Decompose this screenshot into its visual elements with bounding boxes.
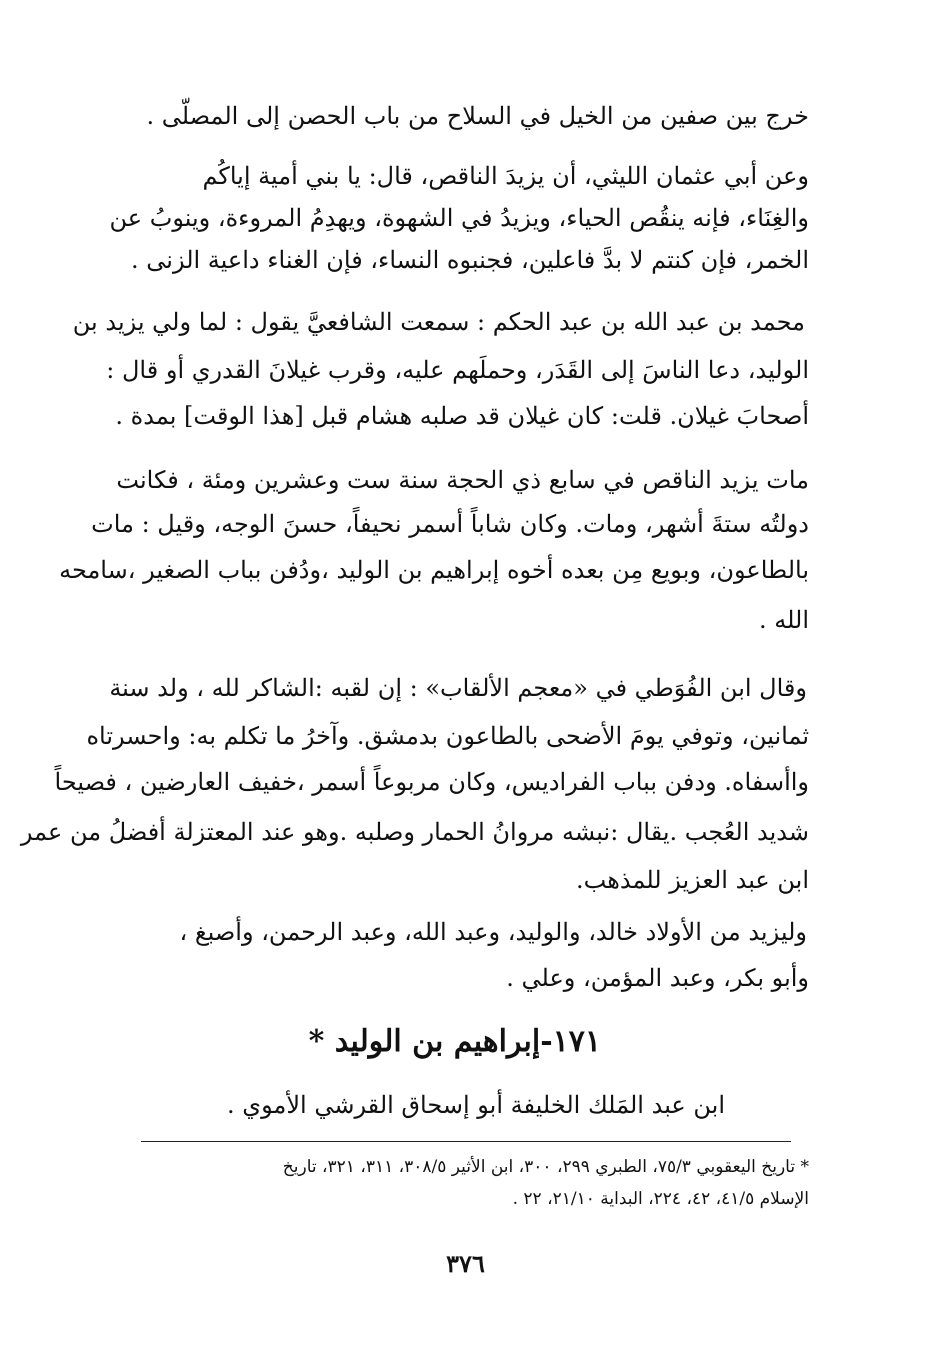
entry-name: إبراهيم بن الوليد <box>334 1024 541 1059</box>
text-line-4: الخمر، فإن كنتم لا بدَّ فاعلين، فجنبوه النساء، فإن الغناء داعية الزنى . <box>131 246 809 274</box>
entry-number: ١٧١- <box>540 1024 601 1059</box>
text-line-8: مات يزيد الناقص في سابع ذي الحجة سنة ست وعشرين ومئة ، فكانت <box>116 466 809 494</box>
text-line-17: وليزيد من الأولاد خالد، والوليد، وعبد الله، وعبد الرحمن، وأصبغ ، <box>179 918 807 946</box>
text-line-2: وعن أبي عثمان الليثي، أن يزيدَ الناقص، قال: يا بني أمية إياكُم <box>202 162 809 190</box>
text-line-18: وأبو بكر، وعبد المؤمن، وعلي . <box>506 964 809 992</box>
text-line-15: شديد العُجب .يقال :نبشه مروانُ الحمار وصلبه .وهو عند المعتزلة أفضلُ من عمر <box>20 818 809 846</box>
text-line-6: الوليد، دعا الناسَ إلى القَدَر، وحملَهم عليه، وقرب غيلانَ القدري أو قال : <box>106 356 809 384</box>
text-line-5: محمد بن عبد الله بن عبد الحكم : سمعت الشافعيَّ يقول : لما ولي يزيد بن <box>72 308 805 336</box>
entry-heading <box>309 1020 601 1064</box>
footnote-marker: * <box>308 1024 325 1059</box>
text-line-3: والغِنَاء، فإنه ينقُص الحياء، ويزيدُ في الشهوة، ويهدِمُ المروءة، وينوبُ عن <box>109 204 809 232</box>
text-line-11: الله . <box>758 606 809 634</box>
text-line-14: واأسفاه. ودفن بباب الفراديس، وكان مربوعاً أسمر ،خفيف العارضين ، فصيحاً <box>54 768 809 796</box>
footnote-divider <box>141 1141 791 1142</box>
text-line-12: وقال ابن الفُوَطي في «معجم الألقاب» : إن لقبه :الشاكر لله ، ولد سنة <box>109 674 807 702</box>
text-line-7: أصحابَ غيلان. قلت: كان غيلان قد صلبه هشام قبل [هذا الوقت] بمدة . <box>115 402 809 430</box>
text-line-1: خرج بين صفين من الخيل في السلاح من باب الحصن إلى المصلّى . <box>146 102 809 130</box>
page-number: ٣٧٦ <box>446 1249 485 1278</box>
text-line-16: ابن عبد العزيز للمذهب. <box>576 866 809 894</box>
text-line-9: دولتُه ستةَ أشهر، ومات. وكان شاباً أسمر نحيفاً، حسنَ الوجه، وقيل : مات <box>91 510 809 538</box>
footnote-line-2: الإسلام ٤١/٥، ٤٢، ٢٢٤، البداية ٢١/١٠، ٢٢ . <box>512 1189 809 1209</box>
text-line-13: ثمانين، وتوفي يومَ الأضحى بالطاعون بدمشق. وآخرُ ما تكلم به: واحسرتاه <box>86 722 809 750</box>
text-line-10: بالطاعون، وبويع مِن بعده أخوه إبراهيم بن الوليد ،ودُفن بباب الصغير ،سامحه <box>59 556 809 584</box>
entry-lineage: ابن عبد المَلك الخليفة أبو إسحاق القرشي الأموي . <box>227 1091 725 1119</box>
footnote-line-1: * تاريخ اليعقوبي ٧٥/٣، الطبري ٢٩٩، ٣٠٠، ابن الأثير ٣٠٨/٥، ٣١١، ٣٢١، تاريخ <box>282 1157 809 1177</box>
